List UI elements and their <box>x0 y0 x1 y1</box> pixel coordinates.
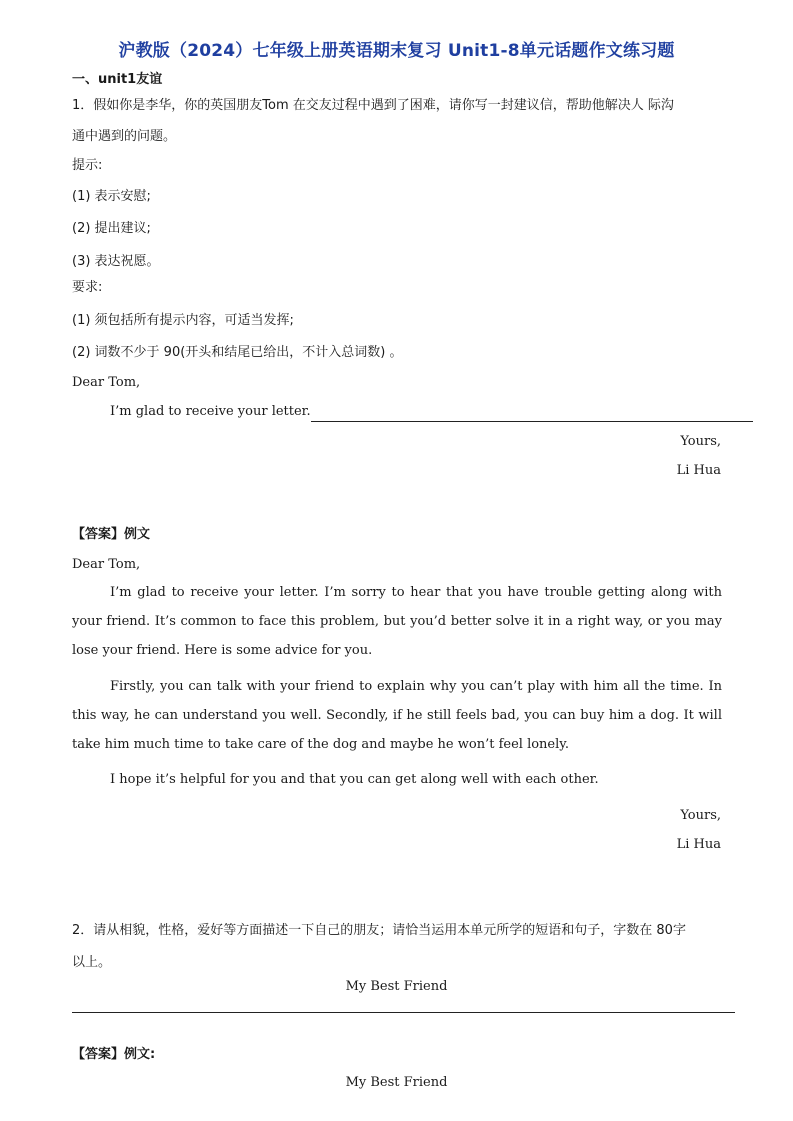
answer-paragraph <box>72 578 722 665</box>
answer-signature: Li Hua <box>676 837 721 852</box>
question-1-line-2: 通中遇到的问题。 <box>72 129 177 144</box>
answer-paragraph-text: I hope it’s helpful for you and that you can get along well with each other. <box>110 772 599 787</box>
answer-paragraph-text: Firstly, you can talk with your friend to explain why you can’t play with him all the time. In this way, he can understand you well. Secondly, if he still feels bad, you can buy him a dog. It will take him much time to take care of the dog and maybe he won’t feel lonely. <box>72 679 722 752</box>
writing-line[interactable] <box>72 1012 735 1013</box>
letter-start-text: I’m glad to receive your letter. <box>110 404 311 419</box>
letter-closing: Yours, <box>680 434 721 449</box>
answer-closing: Yours, <box>680 808 721 823</box>
answer-label: 【答案】例文: <box>72 1047 156 1062</box>
answer-essay-title: My Best Friend <box>345 1075 448 1090</box>
question-1-line-1: 1．假如你是李华，你的英国朋友Tom 在交友过程中遇到了困难，请你写一封建议信，帮助他解决人 际沟 <box>72 98 674 113</box>
writing-blank[interactable] <box>311 407 753 422</box>
requirement-item: (2) 词数不少于 90(开头和结尾已给出，不计入总词数) 。 <box>72 345 403 360</box>
letter-signature: Li Hua <box>676 463 721 478</box>
answer-paragraph <box>72 765 722 794</box>
answer-label: 【答案】例文 <box>72 527 151 542</box>
essay-title: My Best Friend <box>345 979 448 994</box>
page-title: 沪教版（2024）七年级上册英语期末复习 Unit1-8单元话题作文练习题 <box>118 41 675 61</box>
hint-item: (1) 表示安慰; <box>72 189 151 204</box>
answer-greeting: Dear Tom, <box>72 557 141 572</box>
hint-item: (2) 提出建议; <box>72 221 151 236</box>
letter-opening <box>110 402 753 422</box>
answer-paragraph <box>72 672 722 759</box>
requirement-item: (1) 须包括所有提示内容，可适当发挥; <box>72 313 294 328</box>
hint-label: 提示: <box>72 158 103 173</box>
question-2-line-2: 以上。 <box>72 955 112 970</box>
section-heading: 一、unit1友谊 <box>72 72 163 87</box>
requirement-label: 要求: <box>72 280 103 295</box>
hint-item: (3) 表达祝愿。 <box>72 254 160 269</box>
answer-paragraph-text: I’m glad to receive your letter. I’m sorry to hear that you have trouble getting along with your friend. It’s common to face this problem, but you’d better solve it in a right way, or you may lose your friend. Here is some advice for you. <box>72 585 722 658</box>
letter-greeting: Dear Tom, <box>72 375 141 390</box>
question-2-line-1: 2．请从相貌，性格，爱好等方面描述一下自己的朋友；请恰当运用本单元所学的短语和句子，字数在 80字 <box>72 923 686 938</box>
